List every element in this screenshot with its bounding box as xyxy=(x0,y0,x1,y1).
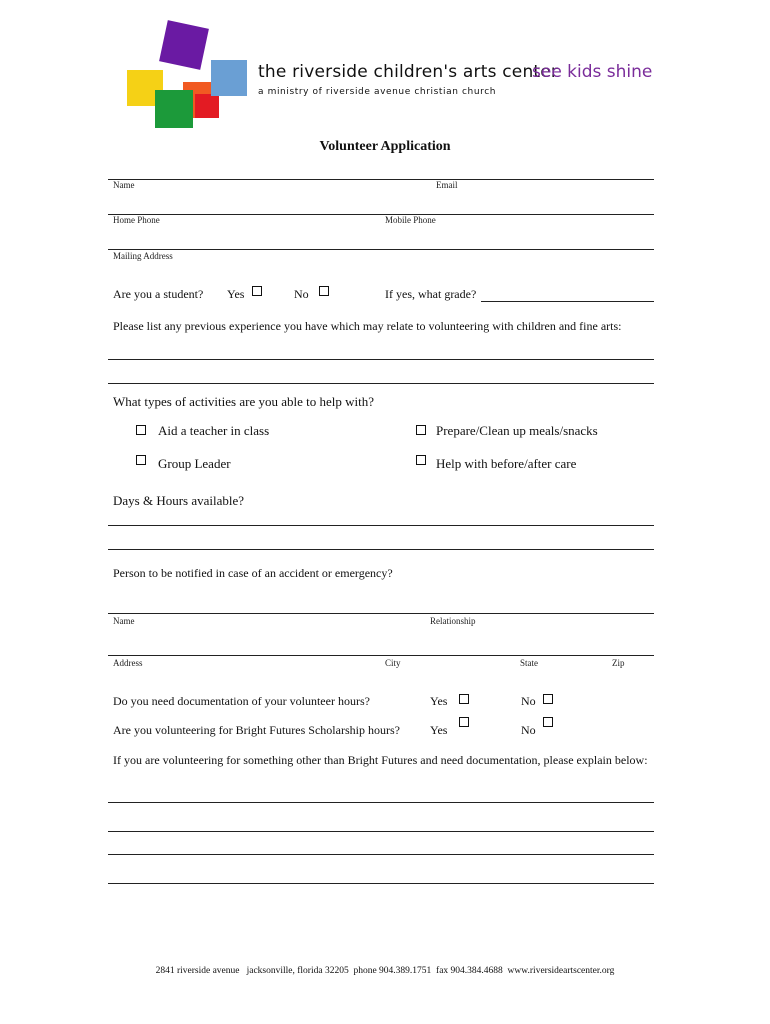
grade-question: If yes, what grade? xyxy=(385,287,477,301)
documentation-no-label: No xyxy=(521,694,536,708)
emergency-state-label: State xyxy=(520,658,538,668)
explain-line-4[interactable] xyxy=(108,883,654,884)
days-line-2[interactable] xyxy=(108,549,654,550)
phone-line[interactable] xyxy=(108,214,654,215)
bright-futures-no-checkbox[interactable] xyxy=(543,717,553,727)
days-line-1[interactable] xyxy=(108,525,654,526)
activity-care-label: Help with before/after care xyxy=(436,456,577,471)
activity-aid-label: Aid a teacher in class xyxy=(158,423,270,438)
emergency-city-label: City xyxy=(385,658,401,668)
emergency-name-line[interactable] xyxy=(108,613,654,614)
bright-futures-yes-label: Yes xyxy=(430,723,448,737)
emergency-zip-label: Zip xyxy=(612,658,625,668)
activity-group-checkbox[interactable] xyxy=(136,455,146,465)
page-title: Volunteer Application xyxy=(319,139,451,154)
student-yes-label: Yes xyxy=(227,287,245,301)
student-no-checkbox[interactable] xyxy=(319,286,329,296)
bright-futures-yes-checkbox[interactable] xyxy=(459,717,469,727)
home-phone-label: Home Phone xyxy=(113,215,160,225)
tagline: see kids shine xyxy=(532,62,653,82)
experience-question: Please list any previous experience you have which may relate to volunteering with children and fine arts: xyxy=(113,319,622,333)
student-no-label: No xyxy=(294,287,309,301)
address-line[interactable] xyxy=(108,249,654,250)
activity-meals-label: Prepare/Clean up meals/snacks xyxy=(436,423,598,438)
mobile-phone-label: Mobile Phone xyxy=(385,215,436,225)
logo xyxy=(125,20,250,130)
documentation-question: Do you need documentation of your volunteer hours? xyxy=(113,694,370,708)
explain-line-2[interactable] xyxy=(108,831,654,832)
mailing-address-label: Mailing Address xyxy=(113,251,173,261)
explain-line-1[interactable] xyxy=(108,802,654,803)
bright-futures-no-label: No xyxy=(521,723,536,737)
org-name: the riverside children's arts center xyxy=(258,62,559,82)
emergency-name-label: Name xyxy=(113,616,135,626)
name-email-line[interactable] xyxy=(108,179,654,180)
grade-line[interactable] xyxy=(481,301,654,302)
logo-blue-square xyxy=(211,60,247,96)
bright-futures-question: Are you volunteering for Bright Futures Scholarship hours? xyxy=(113,723,400,737)
documentation-yes-checkbox[interactable] xyxy=(459,694,469,704)
activity-meals-checkbox[interactable] xyxy=(416,425,426,435)
experience-line-2[interactable] xyxy=(108,383,654,384)
emergency-address-label: Address xyxy=(113,658,143,668)
email-label: Email xyxy=(436,180,458,190)
name-label: Name xyxy=(113,180,135,190)
days-question: Days & Hours available? xyxy=(113,493,245,508)
documentation-yes-label: Yes xyxy=(430,694,448,708)
logo-red-square xyxy=(195,94,219,118)
activity-aid-checkbox[interactable] xyxy=(136,425,146,435)
logo-green-square xyxy=(155,90,193,128)
documentation-no-checkbox[interactable] xyxy=(543,694,553,704)
org-subtitle: a ministry of riverside avenue christian church xyxy=(258,87,497,97)
emergency-address-line[interactable] xyxy=(108,655,654,656)
activity-group-label: Group Leader xyxy=(158,456,231,471)
explain-question: If you are volunteering for something other than Bright Futures and need documentation, please explain below: xyxy=(113,753,648,767)
student-question: Are you a student? xyxy=(113,287,204,301)
emergency-question: Person to be notified in case of an accident or emergency? xyxy=(113,566,393,580)
logo-purple-square xyxy=(159,20,209,70)
activity-care-checkbox[interactable] xyxy=(416,455,426,465)
experience-line-1[interactable] xyxy=(108,359,654,360)
emergency-relationship-label: Relationship xyxy=(430,616,476,626)
explain-line-3[interactable] xyxy=(108,854,654,855)
student-yes-checkbox[interactable] xyxy=(252,286,262,296)
activities-question: What types of activities are you able to help with? xyxy=(113,394,374,409)
footer-contact: 2841 riverside avenue jacksonville, florida 32205 phone 904.389.1751 fax 904.384.4688 www.riversideartscenter.org xyxy=(155,966,615,976)
